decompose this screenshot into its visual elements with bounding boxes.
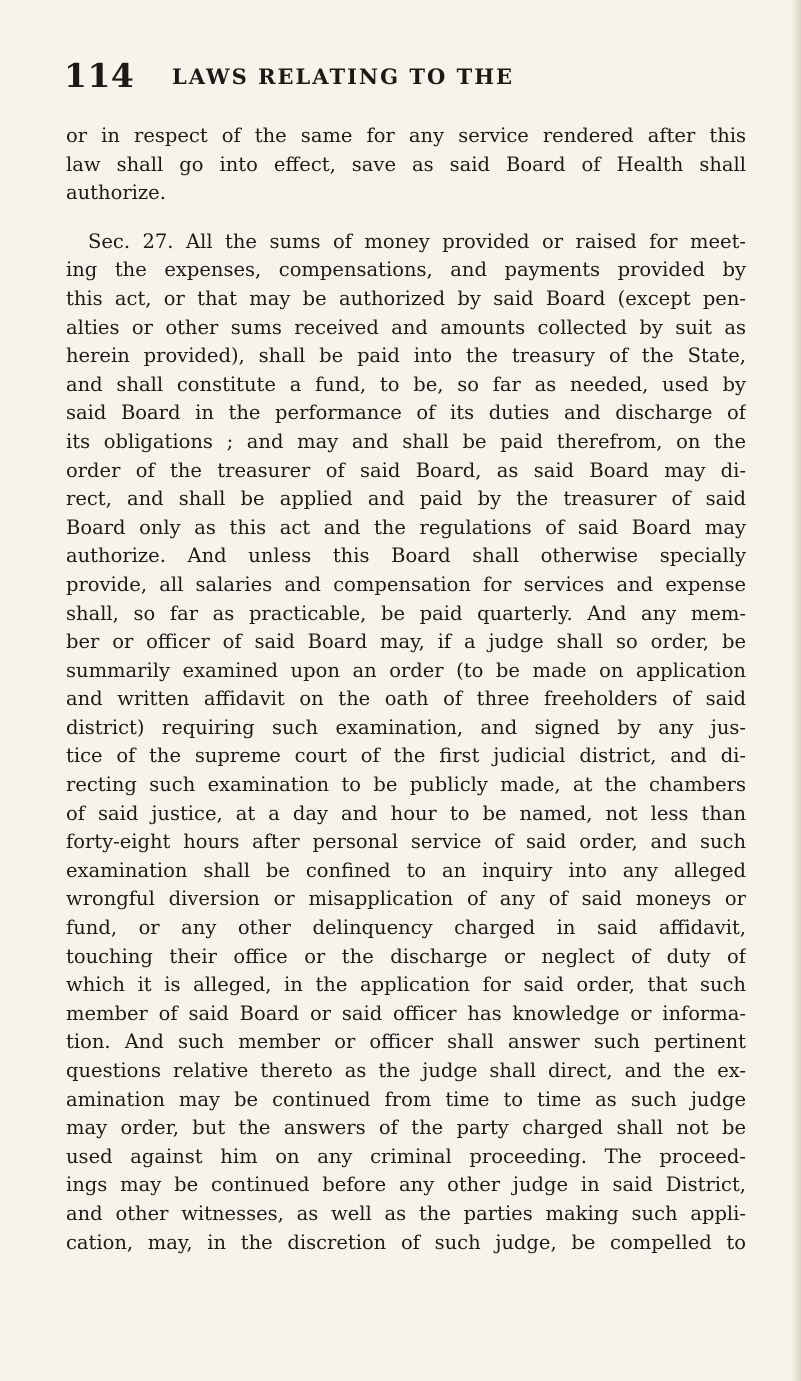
text-line: authorize. And unless this Board shall otherwise specially (66, 544, 746, 568)
text-line: questions relative thereto as the judge shall direct, and the ex- (66, 1059, 746, 1082)
text-line: and shall constitute a fund, to be, so far as needed, used by (66, 372, 746, 396)
text-line: Board only as this act and the regulations of said Board may (66, 515, 746, 539)
text-line: fund, or any other delinquency charged in said affidavit, (66, 916, 746, 940)
text-line: district) requiring such examination, and signed by any jus- (66, 715, 746, 739)
text-line: rect, and shall be applied and paid by the treasurer of said (66, 487, 746, 511)
text-line: provide, all salaries and compensation for services and expense (66, 572, 746, 596)
page-body (66, 122, 746, 1257)
running-head: LAWS RELATING TO THE (172, 64, 515, 89)
section-first-line-text: All the sums of money provided or raised for meet- (186, 229, 746, 253)
text-line: ing the expenses, compensations, and payments provided by (66, 258, 746, 282)
text-line: member of said Board or said officer has knowledge or informa- (66, 1001, 746, 1025)
text-line: wrongful diversion or misapplication of any of said moneys or (66, 887, 746, 911)
text-line: law shall go into effect, save as said Board of Health shall (66, 152, 746, 176)
text-line: alties or other sums received and amounts collected by suit as (66, 315, 746, 339)
text-line: said Board in the performance of its duties and discharge of (66, 401, 746, 425)
section-first-line (66, 228, 746, 257)
text-line: ber or officer of said Board may, if a judge shall so order, be (66, 630, 746, 654)
page-number: 114 (64, 56, 135, 95)
page-edge-shadow (791, 0, 801, 1381)
text-line: tice of the supreme court of the first judicial district, and di- (66, 744, 746, 768)
text-line: may order, but the answers of the party charged shall not be (66, 1116, 746, 1140)
text-line: examination shall be confined to an inquiry into any alleged (66, 858, 746, 882)
text-line: amination may be continued from time to time as such judge (66, 1087, 746, 1111)
text-line: used against him on any criminal proceeding. The proceed- (66, 1144, 746, 1168)
text-line: cation, may, in the discretion of such judge, be compelled to (66, 1230, 746, 1254)
text-line: which it is alleged, in the application for said order, that such (66, 973, 746, 997)
text-line: herein provided), shall be paid into the treasury of the State, (66, 344, 746, 368)
section-27-paragraph (66, 228, 746, 1257)
paragraph-continuation (66, 122, 746, 208)
text-line: authorize. (66, 181, 166, 205)
paragraph-gap (66, 208, 746, 228)
text-line: ings may be continued before any other judge in said District, (66, 1173, 746, 1197)
text-line: forty-eight hours after personal service of said order, and such (66, 830, 746, 854)
section-label: Sec. 27. (88, 229, 174, 253)
text-line: summarily examined upon an order (to be made on application (66, 658, 746, 682)
text-line: recting such examination to be publicly made, at the chambers (66, 773, 746, 797)
text-line: shall, so far as practicable, be paid quarterly. And any mem- (66, 601, 746, 625)
text-line: order of the treasurer of said Board, as said Board may di- (66, 458, 746, 482)
page-header (64, 56, 744, 96)
text-line: of said justice, at a day and hour to be named, not less than (66, 801, 746, 825)
text-line: touching their office or the discharge or neglect of duty of (66, 944, 746, 968)
text-line: its obligations ; and may and shall be paid therefrom, on the (66, 429, 746, 453)
text-line: and other witnesses, as well as the parties making such appli- (66, 1201, 746, 1225)
text-line: tion. And such member or officer shall answer such pertinent (66, 1030, 746, 1054)
text-line: or in respect of the same for any service rendered after this (66, 124, 746, 147)
text-line: this act, or that may be authorized by said Board (except pen- (66, 286, 746, 310)
text-line: and written affidavit on the oath of three freeholders of said (66, 687, 746, 711)
